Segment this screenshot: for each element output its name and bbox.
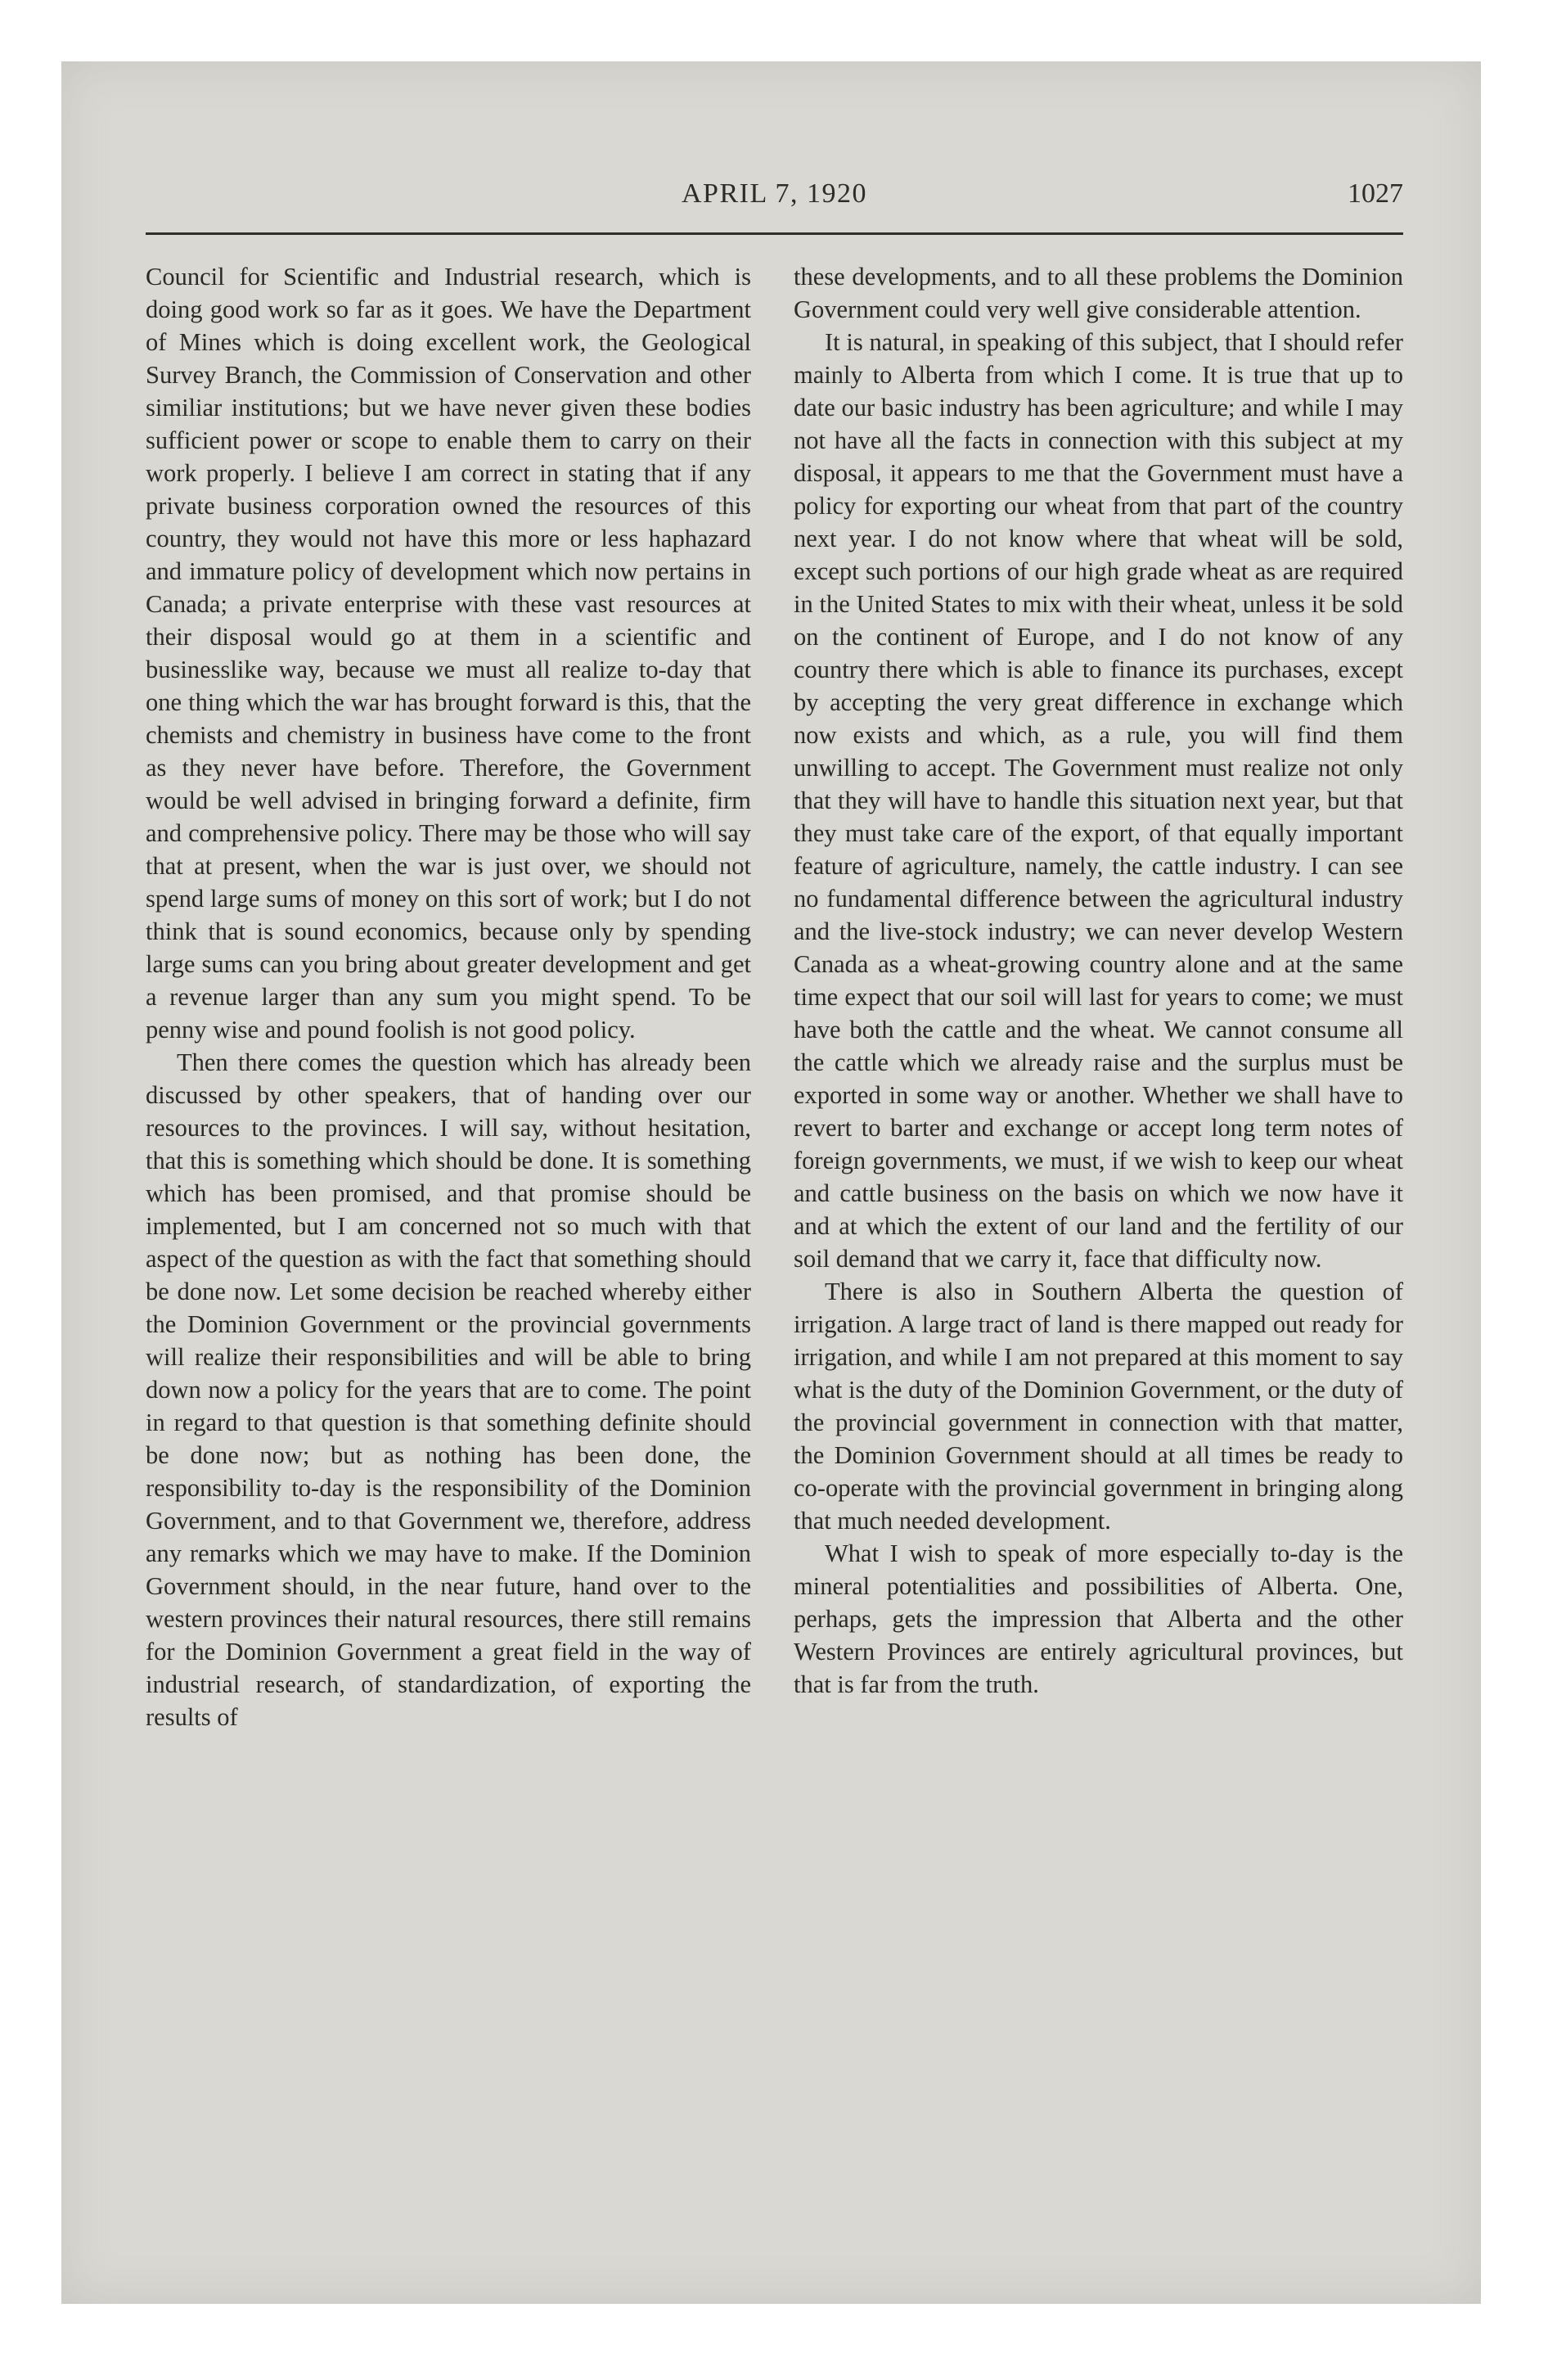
right-paragraph-1: these developments, and to all these problems the Dominion Government could very well give considerable attention.	[794, 263, 1403, 323]
page-header	[146, 178, 1403, 219]
left-column	[146, 260, 751, 1733]
page-number: 1027	[1348, 178, 1403, 209]
header-date: APRIL 7, 1920	[682, 178, 867, 209]
left-paragraph-2: Then there comes the question which has already been discussed by other speakers, that of handing over our resources to the provinces. I will say, without hesitation, that this is something which should be done. It is something which has been promised, and that promise should be implemented, but I am concerned not so much with that aspect of the question as with the fact that something should be done now. Let some decision be reached whereby either the Dominion Government or the provincial governments will realize their responsibilities and will be able to bring down now a policy for the years that are to come. The point in regard to that question is that something definite should be done now; but as nothing has been done, the responsibility to-day is the responsibility of the Dominion Government, and to that Government we, therefore, address any remarks which we may have to make. If the Dominion Government should, in the near future, hand over to the western provinces their natural resources, there still remains for the Dominion Government a great field in the way of industrial research, of standardization, of exporting the results of	[146, 1048, 751, 1731]
right-paragraph-4: What I wish to speak of more especially to-day is the mineral potentialities and possibilities of Alberta. One, perhaps, gets the impression that Alberta and the other Western Provinces are entirely agricultural provinces, but that is far from the truth.	[794, 1539, 1403, 1698]
header-rule	[146, 232, 1403, 235]
right-paragraph-2: It is natural, in speaking of this subject, that I should refer mainly to Alberta from which I come. It is true that up to date our basic industry has been agriculture; and while I may not have all the facts in connection with this subject at my disposal, it appears to me that the Government must have a policy for exporting our wheat from that part of the country next year. I do not know where that wheat will be sold, except such portions of our high grade wheat as are required in the United States to mix with their wheat, unless it be sold on the continent of Europe, and I do not know of any country there which is able to finance its purchases, except by accepting the very great difference in exchange which now exists and which, as a rule, you will find them unwilling to accept. The Government must realize not only that they will have to handle this situation next year, but that they must take care of the export, of that equally important feature of agriculture, namely, the cattle industry. I can see no fundamental difference between the agricultural industry and the live-stock industry; we can never develop Western Canada as a wheat-growing country alone and at the same time expect that our soil will last for years to come; we must have both the cattle and the wheat. We cannot consume all the cattle which we already raise and the surplus must be exported in some way or another. Whether we shall have to revert to barter and exchange or accept long term notes of foreign governments, we must, if we wish to keep our wheat and cattle business on the basis on which we now have it and at which the extent of our land and the fertility of our soil demand that we carry it, face that difficulty now.	[794, 328, 1403, 1273]
right-column	[794, 260, 1403, 1701]
left-paragraph-1: Council for Scientific and Industrial research, which is doing good work so far as it goes. We have the Department of Mines which is doing excellent work, the Geological Survey Branch, the Commission of Conservation and other similiar institutions; but we have never given these bodies sufficient power or scope to enable them to carry on their work properly. I believe I am correct in stating that if any private business corporation owned the resources of this country, they would not have this more or less haphazard and immature policy of development which now pertains in Canada; a private enterprise with these vast resources at their disposal would go at them in a scientific and businesslike way, because we must all realize to-day that one thing which the war has brought forward is this, that the chemists and chemistry in business have come to the front as they never have before. Therefore, the Government would be well advised in bringing forward a definite, firm and comprehensive policy. There may be those who will say that at present, when the war is just over, we should not spend large sums of money on this sort of work; but I do not think that is sound economics, because only by spending large sums can you bring about greater development and get a revenue larger than any sum you might spend. To be penny wise and pound foolish is not good policy.	[146, 263, 751, 1044]
right-paragraph-3: There is also in Southern Alberta the question of irrigation. A large tract of land is there mapped out ready for irrigation, and while I am not prepared at this moment to say what is the duty of the Dominion Government, or the duty of the provincial government in connection with that matter, the Dominion Government should at all times be ready to co-operate with the provincial government in bringing along that much needed development.	[794, 1278, 1403, 1535]
